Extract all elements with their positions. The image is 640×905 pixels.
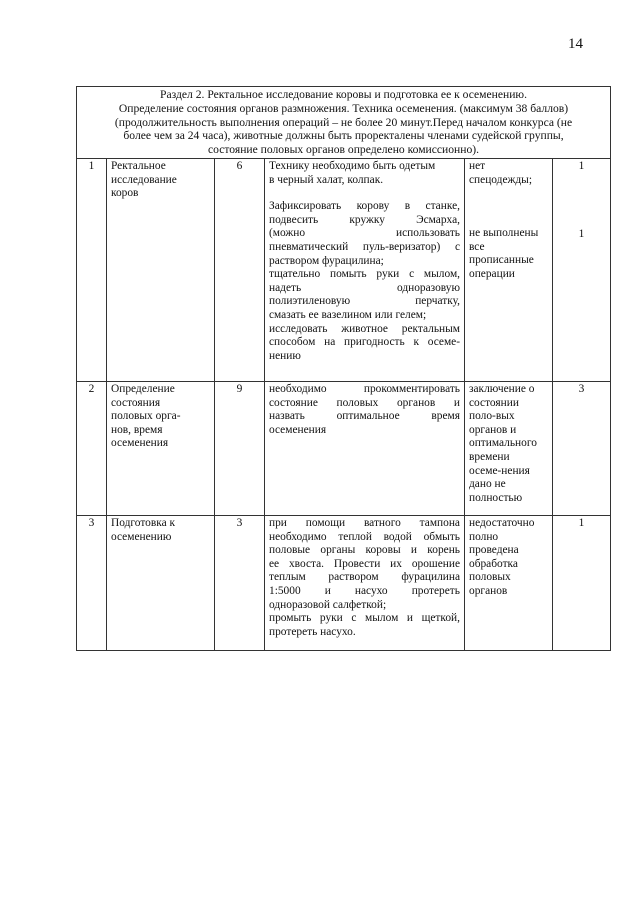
section-header-row: [77, 87, 611, 159]
penalty-line: времени: [469, 450, 510, 463]
technique-line: назвать оптимальное время: [269, 410, 460, 423]
section-header-line: более чем за 24 часа), животные должны быть проректалены членами судейской группы,: [123, 129, 564, 143]
technique-line: необходимо теплой водой обмыть: [269, 530, 460, 543]
row-number: 2: [77, 381, 107, 515]
operation-name-line: Определение: [111, 382, 175, 395]
max-points: 3: [215, 515, 265, 650]
section-header-line: Раздел 2. Ректальное исследование коровы и подготовка ее к осеменению.: [160, 88, 527, 101]
penalty-line: операции: [469, 267, 515, 280]
section-header-line: (продолжительность выполнения операций – не более 20 минут.Перед началом конкурса (не: [114, 115, 573, 129]
score-value: 1: [578, 159, 585, 172]
technique-description: [265, 158, 465, 381]
technique-line: Зафиксировать корову в станке,: [269, 200, 460, 213]
technique-line: надеть одноразовую: [269, 281, 460, 294]
technique-line: Технику необходимо быть одетым: [269, 159, 436, 172]
operation-name: [107, 158, 215, 381]
operation-name-line: нов, время: [111, 423, 163, 436]
penalty-line: полностью: [469, 491, 523, 504]
table-row: [77, 158, 611, 381]
row-number: 1: [77, 158, 107, 381]
technique-line: промыть руки с мылом и щеткой,: [269, 612, 460, 625]
technique-line: подвесить кружку Эсмарха,: [269, 213, 460, 226]
penalty-line: недостаточно: [469, 516, 535, 529]
technique-line: полиэтиленовую перчатку,: [269, 295, 460, 308]
operation-name-line: коров: [111, 187, 139, 200]
technique-line: тщательно помыть руки с мылом,: [269, 268, 460, 281]
technique-line: способом на пригодность к осеме-: [269, 336, 460, 349]
technique-line: исследовать животное ректальным: [269, 322, 460, 335]
penalty-line: половых: [469, 571, 511, 584]
penalty-line: заключение о: [469, 382, 535, 395]
technique-line: смазать ее вазелином или гелем;: [269, 308, 427, 321]
penalty-line: не выполнены: [469, 227, 539, 240]
penalty-line: прописанные: [469, 254, 534, 267]
penalty-line: полно: [469, 530, 499, 543]
operation-name: [107, 381, 215, 515]
penalty-score: [553, 158, 611, 381]
technique-line: ее хвоста. Провести их орошение: [269, 557, 460, 570]
table-row: [77, 515, 611, 650]
technique-line: необходимо прокомментировать: [269, 382, 460, 395]
penalty-condition: [465, 381, 553, 515]
technique-line: теплым раствором фурацилина: [269, 571, 460, 584]
technique-description: [265, 381, 465, 515]
max-points: 6: [215, 158, 265, 381]
penalty-line: состоянии: [469, 396, 519, 409]
technique-line: 1:5000 и насухо протереть: [269, 584, 460, 597]
operation-name-line: Подготовка к: [111, 516, 176, 529]
penalty-condition: [465, 158, 553, 381]
operation-name-line: осеменению: [111, 530, 172, 543]
operation-name-line: осеменения: [111, 437, 169, 450]
technique-line: раствором фурацилина;: [269, 254, 384, 267]
technique-line: протереть насухо.: [269, 625, 356, 638]
operation-name: [107, 515, 215, 650]
technique-line: состояние половых органов и: [269, 396, 460, 409]
technique-line: одноразовой салфеткой;: [269, 598, 387, 611]
operation-name-line: Ректальное: [111, 159, 166, 172]
technique-line: при помощи ватного тампона: [269, 516, 460, 529]
technique-line: в черный халат, колпак.: [269, 173, 384, 186]
penalty-score: [553, 381, 611, 515]
penalty-line: проведена: [469, 544, 519, 557]
operation-name-line: состояния: [111, 396, 161, 409]
technique-line: нению: [269, 349, 301, 362]
penalty-line: осеме-нения: [469, 464, 530, 477]
max-points: 9: [215, 381, 265, 515]
penalty-line: все: [469, 240, 485, 253]
technique-description: [265, 515, 465, 650]
section-header-line: состояние половых органов определено комиссионно).: [208, 143, 480, 157]
penalty-line: органов: [469, 584, 508, 597]
technique-line: (можно использовать: [269, 227, 460, 240]
penalty-condition: [465, 515, 553, 650]
row-number: 3: [77, 515, 107, 650]
spacer: [269, 187, 460, 200]
penalty-score: [553, 515, 611, 650]
score-value: 1: [578, 227, 585, 240]
penalty-line: оптимального: [469, 437, 537, 450]
section-header: [77, 87, 611, 159]
score-value: 3: [578, 382, 585, 395]
page-number: 14: [568, 36, 583, 52]
technique-line: половые органы коровы и корень: [269, 544, 460, 557]
score-value: 1: [578, 516, 585, 529]
assessment-table: [76, 86, 611, 651]
penalty-line: спецодежды;: [469, 173, 533, 186]
technique-line: пневматический пуль-веризатор) с: [269, 240, 460, 253]
penalty-line: обработка: [469, 557, 518, 570]
penalty-line: нет: [469, 159, 486, 172]
table-row: [77, 381, 611, 515]
penalty-line: поло-вых: [469, 410, 515, 423]
penalty-line: органов и: [469, 423, 517, 436]
penalty-line: дано не: [469, 478, 506, 491]
technique-line: осеменения: [269, 423, 327, 436]
operation-name-line: половых орга-: [111, 410, 181, 423]
section-header-line: Определение состояния органов размножения. Техника осеменения. (максимум 38 баллов): [118, 101, 569, 115]
operation-name-line: исследование: [111, 173, 177, 186]
